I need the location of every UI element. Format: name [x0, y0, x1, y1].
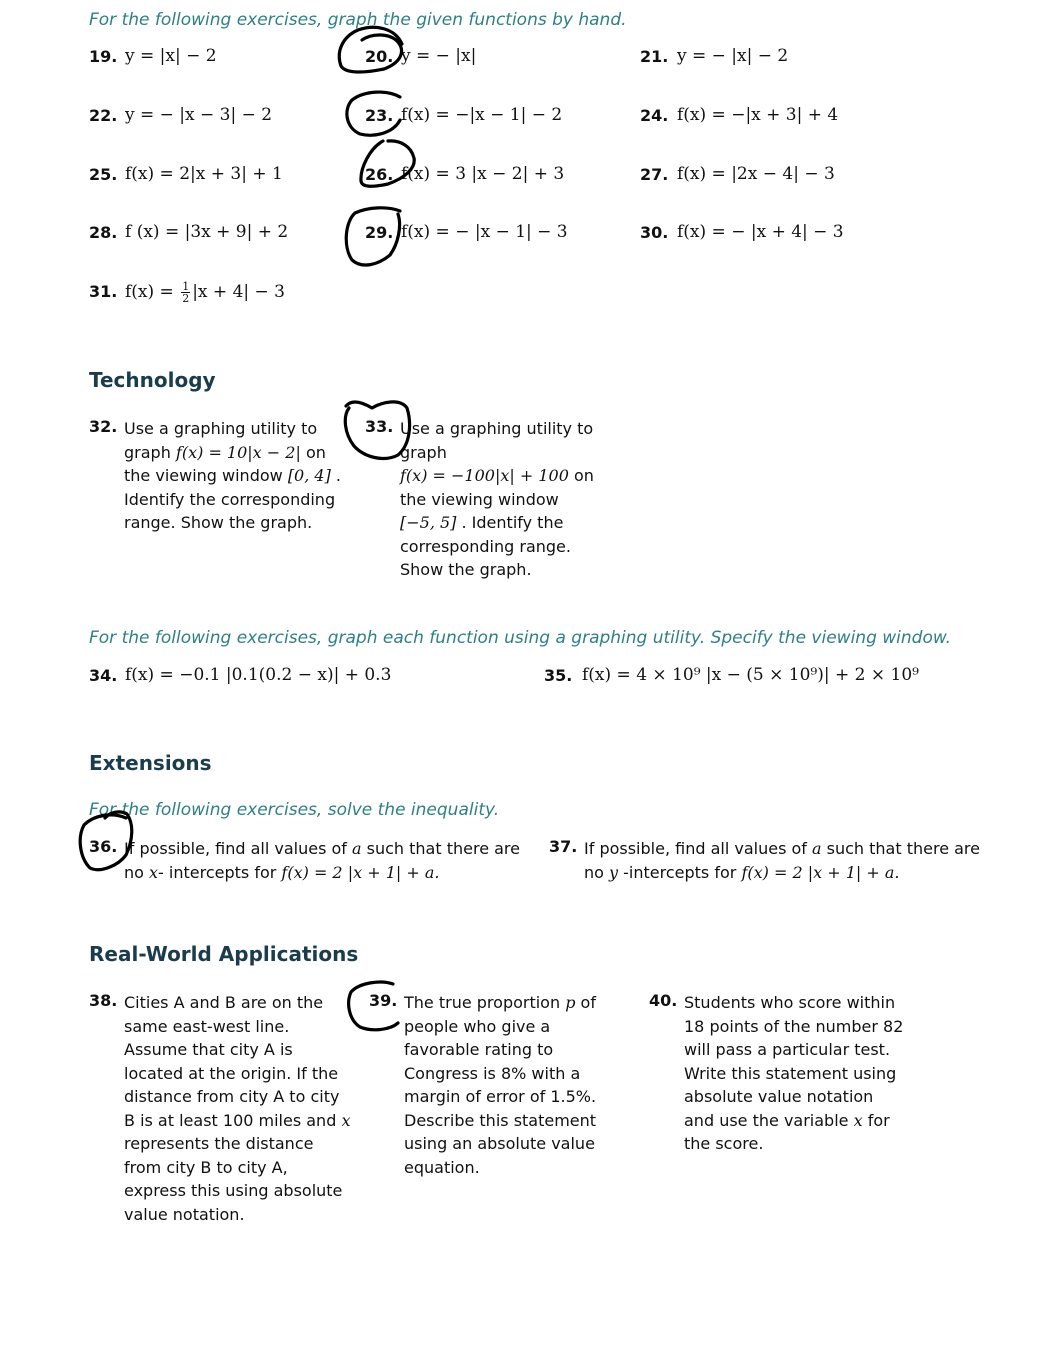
exercise-29 [365, 223, 625, 251]
text-line [404, 1015, 596, 1039]
exercise-number: 27. [640, 165, 669, 184]
text-line [124, 1062, 350, 1086]
text-segment: will pass a particular test. [684, 1040, 891, 1059]
inline-math: x [149, 862, 159, 882]
expression-prefix: f(x) = [125, 282, 180, 302]
text-line [124, 441, 341, 465]
text-segment: value notation. [124, 1204, 245, 1224]
text-line [684, 1015, 903, 1039]
exercise-26 [365, 165, 625, 193]
inline-math: a [812, 839, 822, 858]
text-line [404, 1085, 596, 1109]
inline-math: [−5, 5] [400, 513, 457, 532]
text-segment: for [862, 1110, 890, 1130]
text-line [124, 1038, 350, 1062]
exercise-number: 39. [369, 991, 398, 1010]
text-line [404, 991, 596, 1015]
text-segment: and use the variable [684, 1110, 854, 1130]
inline-math: [0, 4] [287, 466, 331, 485]
text-segment: -intercepts for [618, 862, 742, 882]
text-line [124, 1179, 350, 1203]
text-segment: If possible, find all values of [124, 839, 352, 858]
exercise-number: 23. [365, 106, 394, 125]
text-line [124, 1156, 350, 1180]
exercise-number: 26. [365, 165, 394, 184]
exercise-31 [89, 282, 349, 310]
section-heading-real-world: Real-World Applications [89, 942, 359, 966]
text-segment: Write this statement using [684, 1063, 897, 1083]
exercise-number: 20. [365, 47, 394, 66]
section-heading-extensions: Extensions [89, 751, 212, 775]
inline-math: f(x) = 2 |x + 1| + a. [741, 862, 900, 882]
text-segment: Congress is 8% with a [404, 1063, 581, 1083]
text-segment: graph [124, 442, 176, 462]
text-line [684, 1062, 903, 1086]
exercise-expression: f(x) = −0.1 |0.1(0.2 − x)| + 0.3 [125, 665, 392, 685]
text-segment: distance from city A to city [124, 1087, 340, 1106]
fraction-numerator: 1 [182, 280, 190, 293]
text-segment: such that there are [821, 839, 980, 858]
exercise-expression: y = − |x| [401, 46, 477, 66]
exercise-expression: f(x) = 2|x + 3| + 1 [125, 164, 283, 184]
exercise-20 [365, 47, 625, 75]
exercise-38-text [124, 991, 350, 1226]
exercise-expression: f(x) = − |x + 4| − 3 [677, 222, 844, 242]
exercise-number: 29. [365, 223, 394, 242]
text-segment: on [568, 466, 594, 485]
exercise-expression: f(x) = 4 × 10⁹ |x − (5 × 10⁹)| + 2 × 10⁹ [582, 665, 919, 685]
text-segment: same east-west line. [124, 1016, 290, 1036]
exercise-28 [89, 223, 349, 251]
text-line [124, 837, 520, 861]
text-line [684, 1109, 903, 1133]
text-line [124, 1109, 350, 1133]
exercise-number: 30. [640, 223, 669, 242]
text-line [124, 511, 341, 535]
text-segment: the viewing window [400, 489, 559, 509]
text-line [124, 464, 341, 488]
text-segment: range. Show the graph. [124, 513, 313, 532]
text-line [404, 1062, 596, 1086]
exercise-number: 21. [640, 47, 669, 66]
text-segment: graph [400, 442, 447, 462]
exercise-34 [89, 666, 519, 690]
text-segment: absolute value notation [684, 1087, 874, 1106]
instruction-graphing-utility: For the following exercises, graph each function using a graphing utility. Specify the viewing window. [89, 628, 952, 648]
text-line [404, 1038, 596, 1062]
exercise-number: 28. [89, 223, 118, 242]
exercise-37 [549, 837, 989, 887]
text-segment: Describe this statement [404, 1110, 597, 1130]
text-line [124, 1203, 350, 1227]
text-segment: the viewing window [124, 466, 288, 485]
exercise-number: 36. [89, 837, 118, 856]
text-segment: express this using absolute [124, 1181, 343, 1200]
fraction-denominator: 2 [182, 292, 190, 305]
text-segment: represents the distance [124, 1134, 314, 1153]
text-segment: located at the origin. If the [124, 1063, 339, 1083]
exercise-expression: y = − |x − 3| − 2 [125, 105, 273, 125]
instruction-graph-by-hand: For the following exercises, graph the given functions by hand. [89, 10, 627, 30]
text-line [124, 417, 341, 441]
text-segment: . Identify the [456, 513, 564, 532]
text-segment: 18 points of the number 82 [684, 1016, 904, 1036]
exercise-expression: y = |x| − 2 [125, 46, 217, 66]
text-segment: corresponding range. [400, 536, 571, 556]
text-segment: B is at least 100 miles and [124, 1110, 342, 1130]
exercise-23 [365, 106, 625, 134]
text-line [684, 1038, 903, 1062]
text-line [400, 558, 594, 582]
text-line [400, 441, 594, 465]
text-segment: no [124, 862, 150, 882]
text-line [404, 1156, 596, 1180]
text-segment: no [584, 862, 610, 882]
text-line [400, 511, 594, 535]
exercise-38 [89, 991, 349, 1231]
inline-math: x [341, 1110, 351, 1130]
exercise-37-text [584, 837, 980, 884]
exercise-33 [365, 417, 625, 582]
exercise-40-text [684, 991, 903, 1156]
exercise-39-text [404, 991, 596, 1179]
text-line [124, 861, 520, 885]
exercise-number: 22. [89, 106, 118, 125]
exercise-number: 34. [89, 666, 118, 685]
text-segment: - intercepts for [158, 862, 282, 882]
inline-math: f(x) = 10|x − 2| [175, 442, 301, 462]
exercise-22 [89, 106, 349, 134]
text-line [124, 991, 350, 1015]
text-line [404, 1132, 596, 1156]
exercise-number: 24. [640, 106, 669, 125]
exercise-number: 40. [649, 991, 678, 1010]
text-line [124, 1132, 350, 1156]
text-line [400, 417, 594, 441]
text-segment: on [300, 442, 326, 462]
exercise-expression: f(x) = − |x − 1| − 3 [401, 222, 568, 242]
exercise-number: 19. [89, 47, 118, 66]
text-line [400, 488, 594, 512]
exercise-expression: f(x) = −|x + 3| + 4 [677, 105, 839, 125]
exercise-35 [544, 666, 974, 690]
exercise-36-text [124, 837, 520, 884]
exercise-32 [89, 417, 349, 537]
text-line [584, 861, 980, 885]
text-segment: of [575, 993, 596, 1012]
fraction [181, 281, 190, 304]
text-line [584, 837, 980, 861]
exercise-number: 32. [89, 417, 118, 436]
text-segment: margin of error of 1.5%. [404, 1087, 597, 1106]
text-segment: using an absolute value [404, 1134, 595, 1153]
text-segment: Show the graph. [400, 560, 532, 579]
text-line [684, 1085, 903, 1109]
text-line [684, 1132, 903, 1156]
expression-suffix: |x + 4| − 3 [192, 282, 285, 302]
inline-math: x [853, 1110, 863, 1130]
exercise-40 [649, 991, 919, 1161]
exercise-36 [89, 837, 529, 887]
exercise-21 [640, 47, 900, 75]
exercise-expression: f(x) = −|x − 1| − 2 [401, 105, 563, 125]
inline-math: y [609, 862, 619, 882]
text-segment: The true proportion [404, 993, 566, 1012]
exercise-number: 35. [544, 666, 573, 685]
text-line [684, 991, 903, 1015]
text-line [124, 1015, 350, 1039]
inline-math: f(x) = −100|x| + 100 [400, 466, 569, 485]
exercise-30 [640, 223, 900, 251]
exercise-39 [369, 991, 629, 1181]
text-segment: the score. [684, 1134, 764, 1153]
exercise-expression: f (x) = |3x + 9| + 2 [125, 222, 289, 242]
text-segment: Cities A and B are on the [124, 993, 324, 1012]
exercise-number: 37. [549, 837, 578, 856]
text-segment: Students who score within [684, 993, 896, 1012]
instruction-extensions: For the following exercises, solve the inequality. [89, 800, 500, 820]
exercise-19 [89, 47, 349, 75]
inline-math: f(x) = 2 |x + 1| + a. [281, 862, 440, 882]
text-segment: equation. [404, 1157, 480, 1177]
text-line [400, 535, 594, 559]
exercise-number: 31. [89, 282, 118, 301]
text-segment: Use a graphing utility to [124, 419, 318, 438]
exercise-expression: f(x) = 3 |x − 2| + 3 [401, 164, 565, 184]
text-segment: Assume that city A is [124, 1040, 293, 1059]
text-segment: If possible, find all values of [584, 839, 812, 858]
text-segment: people who give a [404, 1016, 551, 1036]
exercise-24 [640, 106, 900, 134]
text-segment: from city B to city A, [124, 1157, 288, 1177]
text-segment: Identify the corresponding [124, 489, 336, 509]
text-line [400, 464, 594, 488]
exercise-25 [89, 165, 349, 193]
exercise-32-text [124, 417, 341, 535]
section-heading-technology: Technology [89, 368, 216, 392]
exercise-expression: y = − |x| − 2 [677, 46, 789, 66]
text-segment: such that there are [361, 839, 520, 858]
exercise-number: 38. [89, 991, 118, 1010]
exercise-27 [640, 165, 900, 193]
exercise-33-text [400, 417, 594, 582]
exercise-number: 33. [365, 417, 394, 436]
text-line [404, 1109, 596, 1133]
inline-math: a [352, 839, 362, 858]
text-segment: Use a graphing utility to [400, 419, 594, 438]
inline-math: p [565, 993, 576, 1012]
exercise-expression: f(x) = |2x − 4| − 3 [677, 164, 835, 184]
text-line [124, 488, 341, 512]
text-line [124, 1085, 350, 1109]
exercise-expression [125, 281, 285, 304]
exercise-number: 25. [89, 165, 118, 184]
text-segment: . [330, 466, 341, 485]
text-segment: favorable rating to [404, 1040, 554, 1059]
